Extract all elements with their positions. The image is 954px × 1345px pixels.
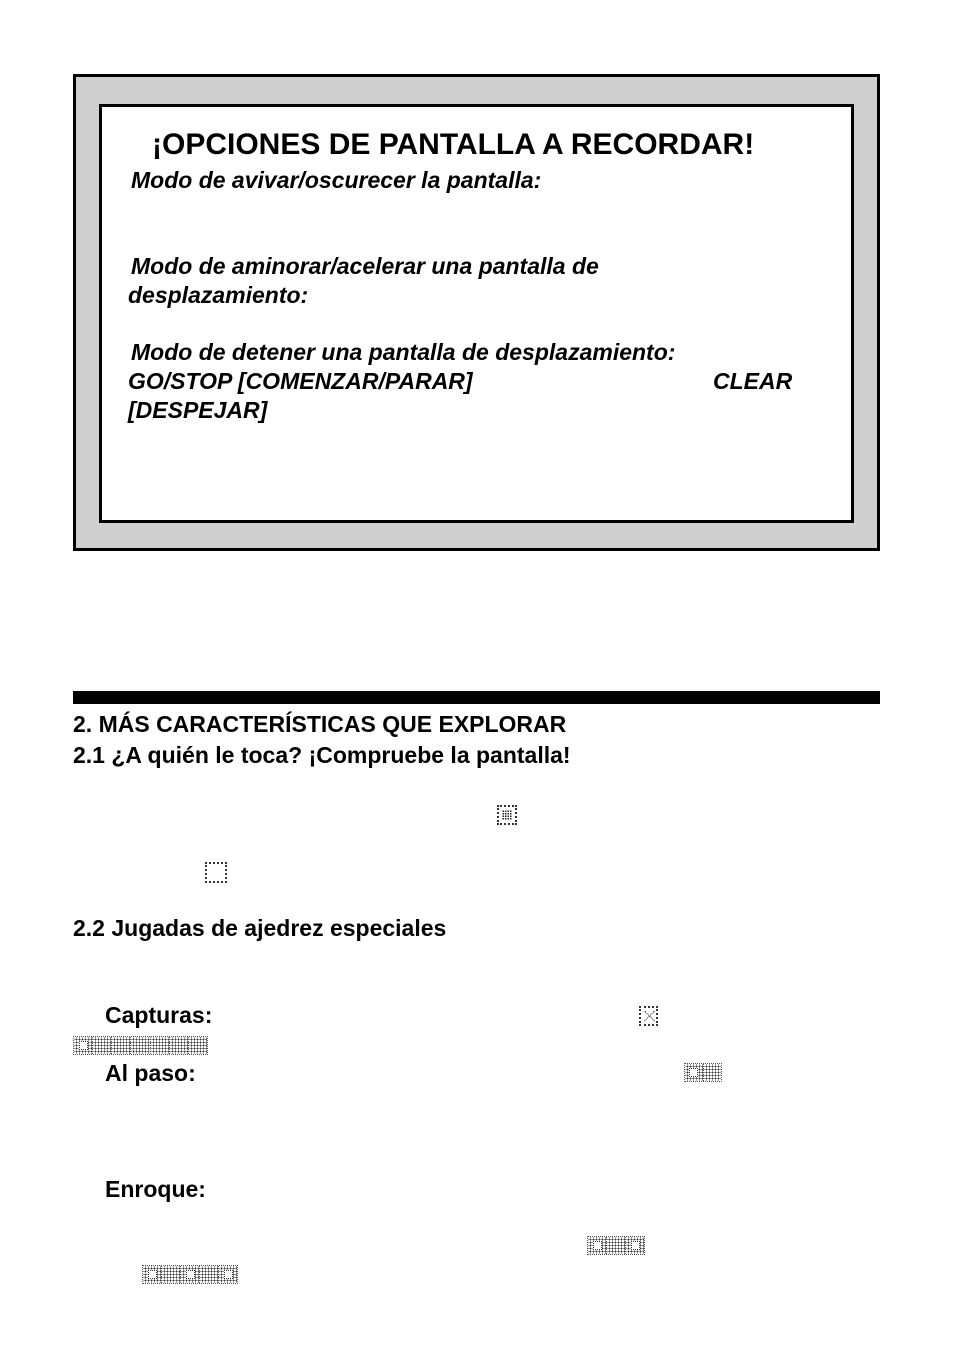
lcd-cell — [162, 1266, 181, 1283]
clear-key-label: CLEAR — [713, 368, 793, 394]
lcd-short-castle-display — [587, 1236, 645, 1255]
scroll-stop-label: Modo de detener una pantalla de desplazamiento: — [131, 339, 676, 365]
lcd-cell — [181, 1266, 200, 1283]
lcd-capture-move-display — [73, 1036, 208, 1055]
lcd-filled-square-icon — [497, 805, 517, 825]
lcd-cell — [626, 1237, 644, 1254]
lcd-cell — [588, 1237, 607, 1254]
lcd-cell — [151, 1037, 170, 1054]
lcd-cell — [93, 1037, 112, 1054]
lcd-cell — [200, 1266, 219, 1283]
lcd-empty-square-icon — [205, 862, 227, 883]
lcd-cell — [143, 1266, 162, 1283]
en-passant-label: Al paso: — [105, 1060, 196, 1086]
lcd-cell — [170, 1037, 189, 1054]
scroll-speed-label-line-1: Modo de aminorar/acelerar una pantalla de — [131, 253, 599, 279]
lcd-cell — [607, 1237, 626, 1254]
lcd-cell — [131, 1037, 150, 1054]
clear-key-translation: [DESPEJAR] — [128, 397, 268, 423]
lcd-capture-x-icon — [639, 1006, 658, 1026]
subsection-special-moves-heading: 2.2 Jugadas de ajedrez especiales — [73, 915, 447, 941]
brightness-mode-label: Modo de avivar/oscurecer la pantalla: — [131, 167, 542, 193]
lcd-cell — [112, 1037, 131, 1054]
castling-label: Enroque: — [105, 1176, 206, 1202]
section-heading: 2. MÁS CARACTERÍSTICAS QUE EXPLORAR — [73, 711, 567, 737]
lcd-cell — [219, 1266, 237, 1283]
lcd-en-passant-display — [684, 1063, 722, 1082]
go-stop-key-label: GO/STOP [COMENZAR/PARAR] — [128, 368, 473, 394]
lcd-cell — [704, 1064, 722, 1081]
captures-label: Capturas: — [105, 1002, 213, 1028]
lcd-cell — [189, 1037, 207, 1054]
reminder-box-title: ¡OPCIONES DE PANTALLA A RECORDAR! — [152, 128, 755, 161]
lcd-cell — [685, 1064, 704, 1081]
scroll-speed-label-line-2: desplazamiento: — [128, 282, 309, 308]
lcd-cell — [74, 1037, 93, 1054]
subsection-whose-turn-heading: 2.1 ¿A quién le toca? ¡Compruebe la pantalla! — [73, 742, 571, 768]
lcd-long-castle-display — [142, 1265, 238, 1284]
section-divider-bar — [73, 691, 880, 704]
